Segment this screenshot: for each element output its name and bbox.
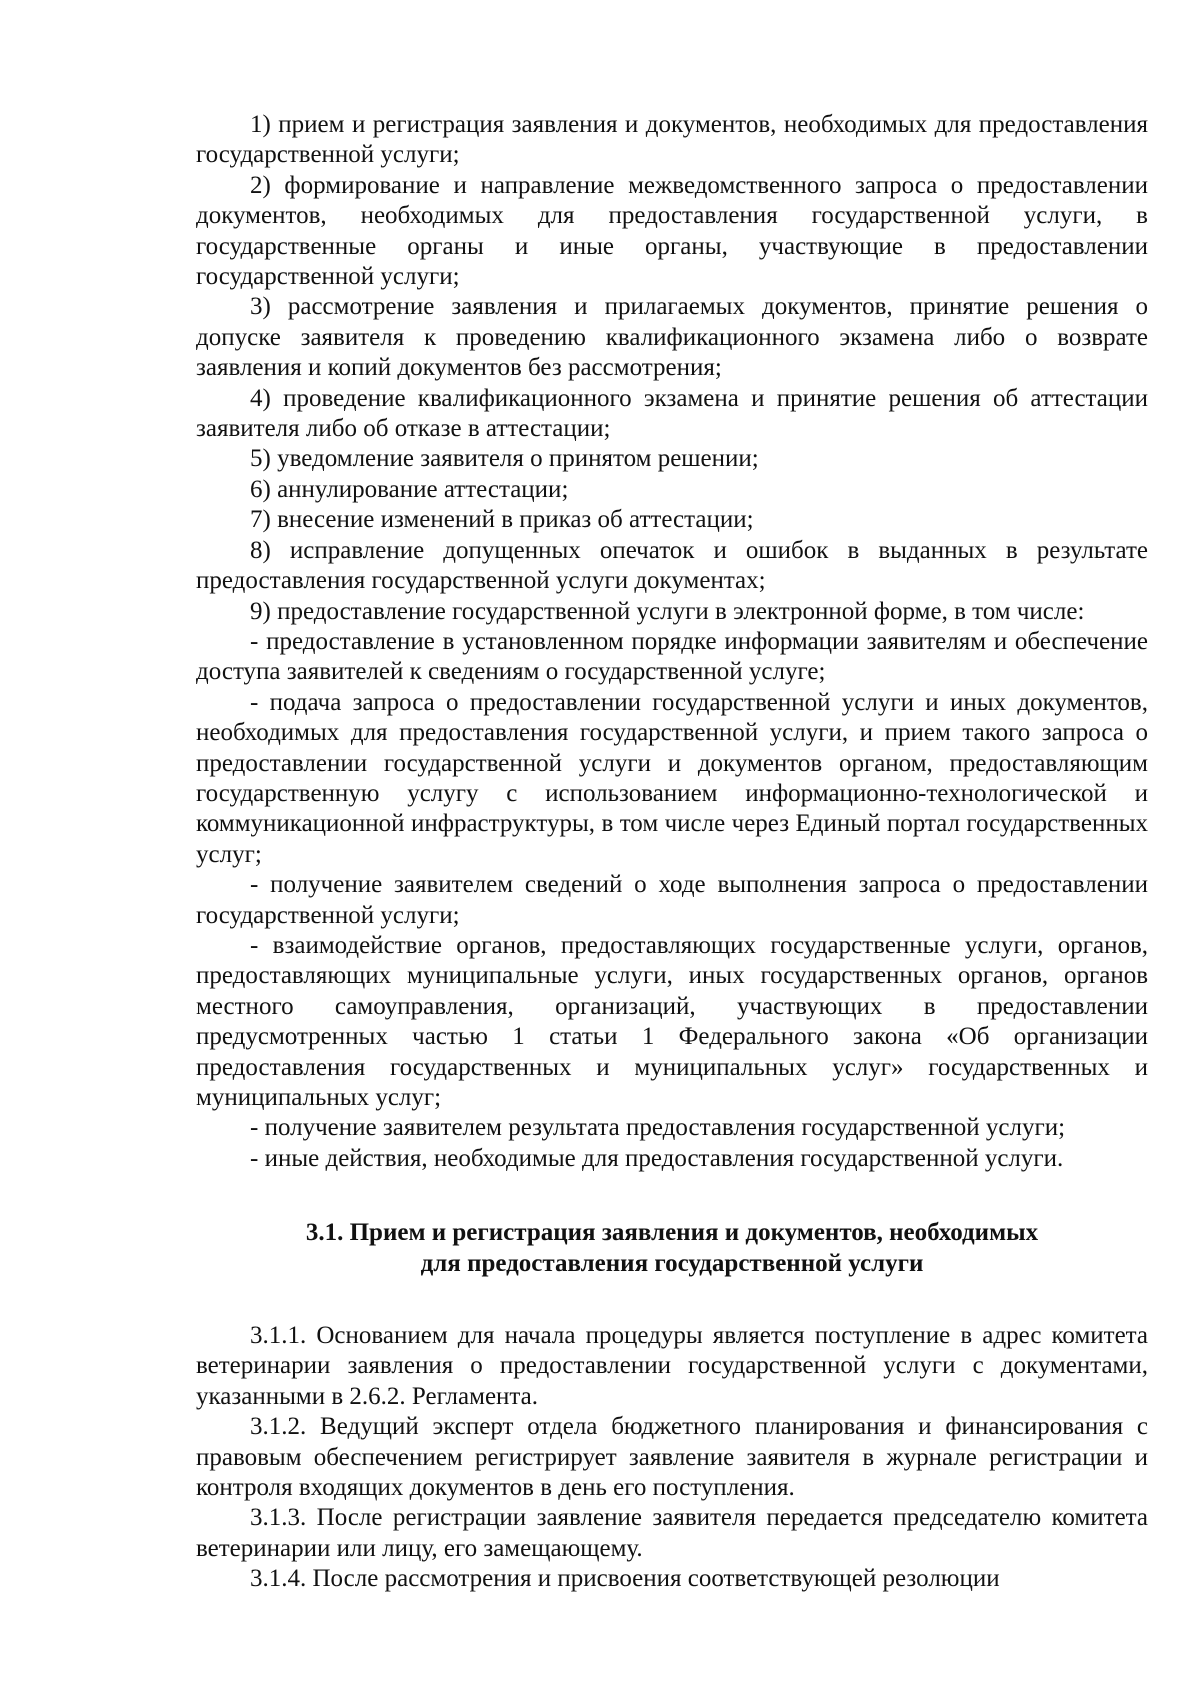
list-item-4: 4) проведение квалификационного экзамена и принятие решения об аттестации заявителя либо об отказе в аттестации; [196,384,1148,443]
section-heading-line-1: 3.1. Прием и регистрация заявления и документов, необходимых [305,1219,1039,1247]
section-item-3-1-2: 3.1.2. Ведущий эксперт отдела бюджетного планирования и финансирования с правовым обеспечением регистрирует заявление заявителя в журнале регистрации и контроля входящих документов в день его поступления. [196,1413,1148,1502]
list-item-8: 8) исправление допущенных опечаток и ошибок в выданных в результате предоставления государственной услуги документах; [196,536,1148,595]
list-item-2: 2) формирование и направление межведомственного запроса о предоставлении документов, необходимых для предоставления государственной услуги, в государственные органы и иные органы, участвующие в предоставлении государственной услуги; [196,171,1148,291]
sub-item-interaction: - взаимодействие органов, предоставляющих государственные услуги, органов, предоставляющих муниципальные услуги, иных государственных органов, органов местного самоуправления, организаций, участвующих в предоставлении предусмотренных частью 1 статьи 1 Федерального закона «Об организации предоставления государственных и муниципальных услуг» государственных и муниципальных услуг; [196,931,1148,1111]
document-body [196,110,1148,1595]
section-heading [196,1218,1148,1279]
section-item-3-1-1: 3.1.1. Основанием для начала процедуры является поступление в адрес комитета ветеринарии заявления о предоставлении государственной услуги с документами, указанными в 2.6.2. Регламента. [196,1322,1148,1410]
sub-item-request-submission: - подача запроса о предоставлении государственной услуги и иных документов, необходимых для предоставления государственной услуги, и прием такого запроса о предоставлении государственной услуги и документов органом, предоставляющим государственную услугу с использованием информационно-технологической и коммуникационной инфраструктуры, в том числе через Единый портал государственных услуг; [196,688,1148,868]
section-item-3-1-4: 3.1.4. После рассмотрения и присвоения соответствующей резолюции [250,1565,1000,1593]
section-item-3-1-3: 3.1.3. После регистрации заявление заявителя передается председателю комитета ветеринарии или лицу, его замещающему. [196,1504,1148,1562]
sub-item-info-access: - предоставление в установленном порядке информации заявителям и обеспечение доступа заявителей к сведениям о государственной услуге; [196,627,1148,686]
section-heading-line-2: для предоставления государственной услуги [420,1249,924,1277]
sub-item-status-info: - получение заявителем сведений о ходе выполнения запроса о предоставлении государственной услуги; [196,871,1148,929]
list-item-7: 7) внесение изменений в приказ об аттестации; [250,506,754,534]
sub-item-result-receipt: - получение заявителем результата предоставления государственной услуги; [250,1114,1066,1142]
list-item-5: 5) уведомление заявителя о принятом решении; [250,445,759,473]
list-item-6: 6) аннулирование аттестации; [250,475,569,503]
list-item-3: 3) рассмотрение заявления и прилагаемых документов, принятие решения о допуске заявителя к проведению квалификационного экзамена либо о возврате заявления и копий документов без рассмотрения; [196,293,1148,382]
sub-item-other-actions: - иные действия, необходимые для предоставления государственной услуги. [250,1144,1064,1172]
list-item-9: 9) предоставление государственной услуги в электронной форме, в том числе: [250,597,1085,625]
list-item-1: 1) прием и регистрация заявления и документов, необходимых для предоставления государственной услуги; [196,111,1148,169]
